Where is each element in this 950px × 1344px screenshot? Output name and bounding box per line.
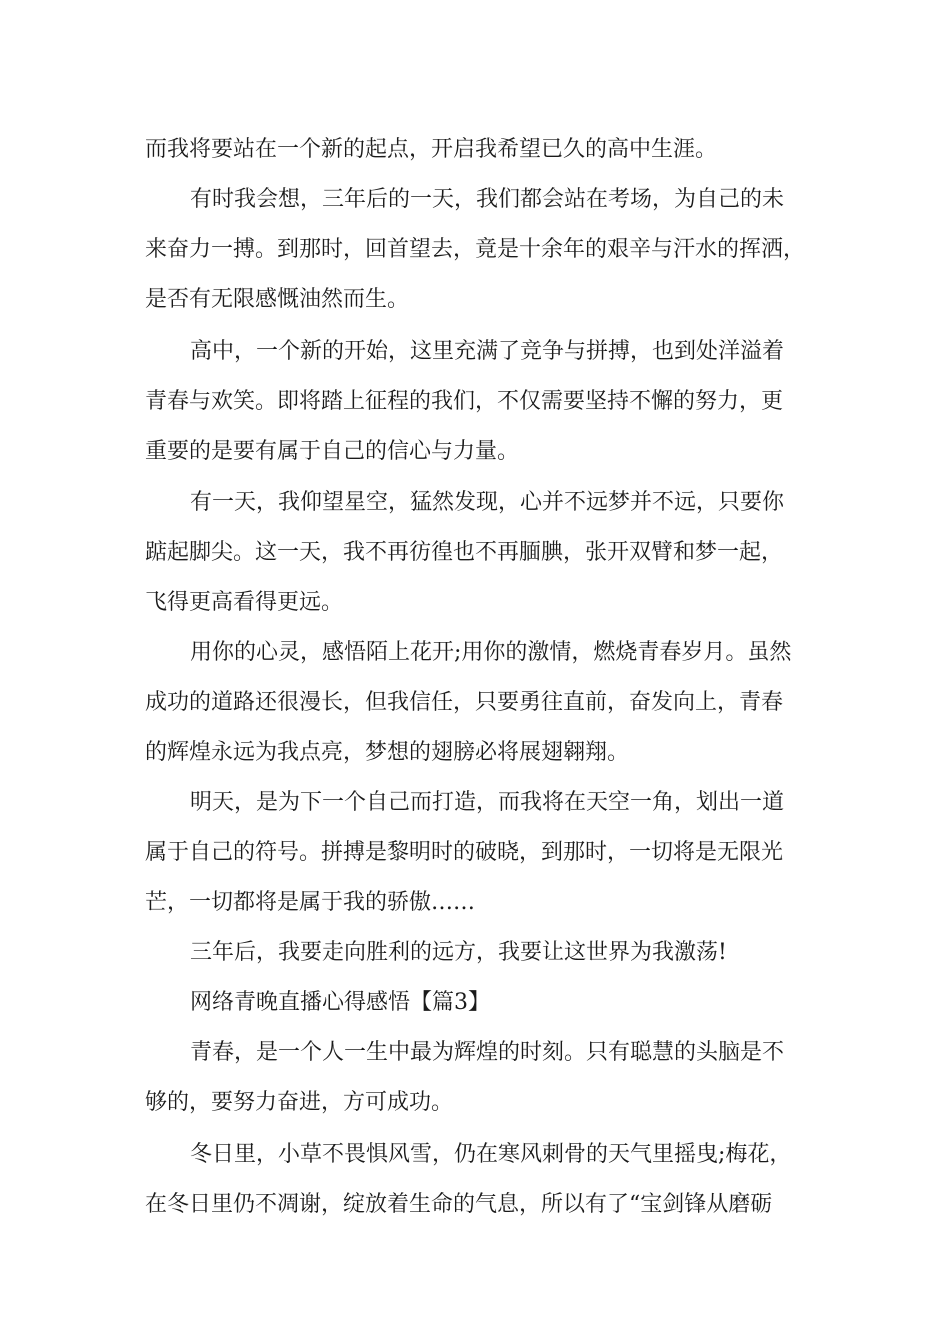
text-line: 青春与欢笑。即将踏上征程的我们，不仅需要坚持不懈的努力，更 [145,389,784,414]
text-line: 三年后，我要走向胜利的远方，我要让这世界为我激荡! [190,940,727,965]
text-line: 属于自己的符号。拼搏是黎明时的破晓，到那时，一切将是无限光 [145,840,784,865]
text-line: 重要的是要有属于自己的信心与力量。 [145,439,520,464]
text-line: 而我将要站在一个新的起点，开启我希望已久的高中生涯。 [145,137,718,162]
text-line: 芒，一切都将是属于我的骄傲…… [145,890,476,915]
text-line: 成功的道路还很漫长，但我信任，只要勇往直前，奋发向上，青春 [145,690,784,715]
text-line: 有一天，我仰望星空，猛然发现，心并不远梦并不远，只要你 [190,490,785,515]
text-line: 飞得更高看得更远。 [145,590,344,615]
text-line: 冬日里，小草不畏惧风雪，仍在寒风刺骨的天气里摇曳;梅花， [190,1142,792,1167]
text-line: 有时我会想，三年后的一天，我们都会站在考场，为自己的未 [190,187,785,212]
text-line: 是否有无限感慨油然而生。 [145,287,410,312]
section-heading: 网络青晚直播心得感悟【篇3】 [190,990,490,1015]
text-line: 够的，要努力奋进，方可成功。 [145,1090,454,1115]
text-line: 用你的心灵，感悟陌上花开;用你的激情，燃烧青春岁月。虽然 [190,640,792,665]
text-line: 青春，是一个人一生中最为辉煌的时刻。只有聪慧的头脑是不 [190,1040,785,1065]
text-line: 明天，是为下一个自己而打造，而我将在天空一角，划出一道 [190,790,785,815]
text-line: 高中，一个新的开始，这里充满了竞争与拼搏，也到处洋溢着 [190,339,785,364]
text-line: 来奋力一搏。到那时，回首望去，竟是十余年的艰辛与汗水的挥洒， [145,237,806,262]
text-line: 的辉煌永远为我点亮，梦想的翅膀必将展翅翱翔。 [145,740,630,765]
text-line: 踮起脚尖。这一天，我不再彷徨也不再腼腆，张开双臂和梦一起， [145,540,784,565]
text-line: 在冬日里仍不凋谢，绽放着生命的气息，所以有了“宝剑锋从磨砺 [145,1192,773,1217]
